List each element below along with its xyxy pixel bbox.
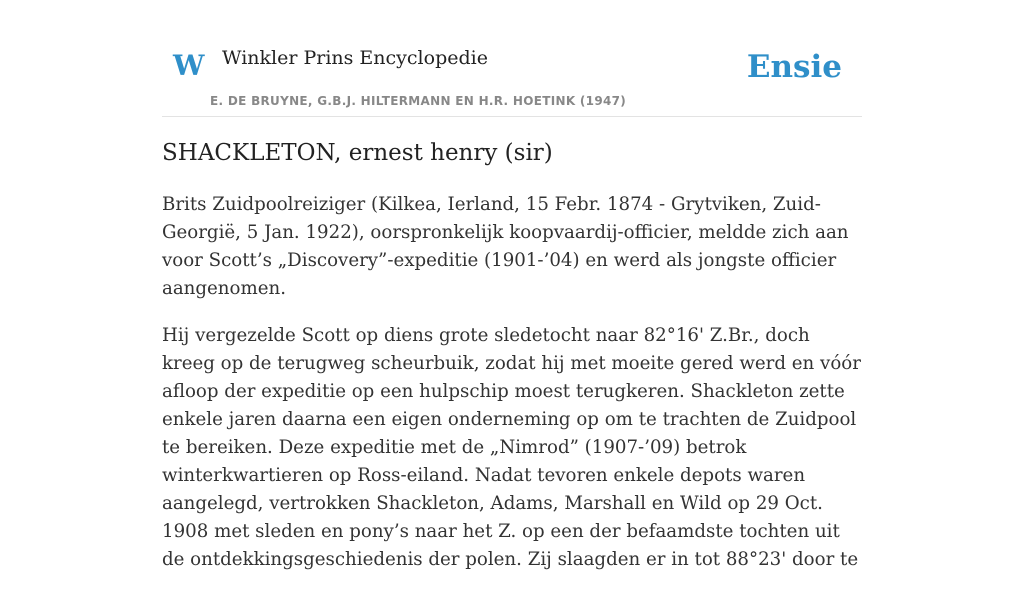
publication-logo[interactable]: W xyxy=(173,49,205,82)
article-container xyxy=(162,0,862,570)
publication-title[interactable]: Winkler Prins Encyclopedie xyxy=(222,47,488,69)
entry-paragraph: Brits Zuidpoolreiziger (Kilkea, Ierland, 15 Febr. 1874 - Grytviken, Zuid-Georgië, 5 Jan. 1922), oorspronkelijk koopvaardij-officier, meldde zich aan voor Scott’s „Discovery”-expeditie (1901-’04) en werd als jongste officier aangenomen. xyxy=(162,194,849,299)
entry-title: SHACKLETON, ernest henry (sir) xyxy=(162,140,553,166)
entry-paragraph: Hij vergezelde Scott op diens grote sledetocht naar 82°16' Z.Br., doch kreeg op de terugweg scheurbuik, zodat hij met moeite gered werd en vóór afloop der expeditie op een hulpschip moest terugkeren. Shackleton zette enkele jaren daarna een eigen onderneming op om te trachten de Zuidpool te bereiken. Deze expeditie met de „Nimrod” (1907-’09) betrok winterkwartieren op Ross-eiland. Nadat tevoren enkele depots waren aangelegd, vertrokken Shackleton, Adams, Marshall en Wild op 29 Oct. 1908 met sleden en pony’s naar het Z. op een der befaamdste tochten uit de ontdekkingsgeschiedenis der polen. Zij slaagden er in tot 88°23' door te xyxy=(162,325,861,570)
publication-authors: E. DE BRUYNE, G.B.J. HILTERMANN EN H.R. HOETINK (1947) xyxy=(210,94,627,108)
site-header xyxy=(162,0,862,117)
ensie-brand-logo[interactable]: Ensie xyxy=(746,49,842,85)
entry-body xyxy=(162,191,862,593)
